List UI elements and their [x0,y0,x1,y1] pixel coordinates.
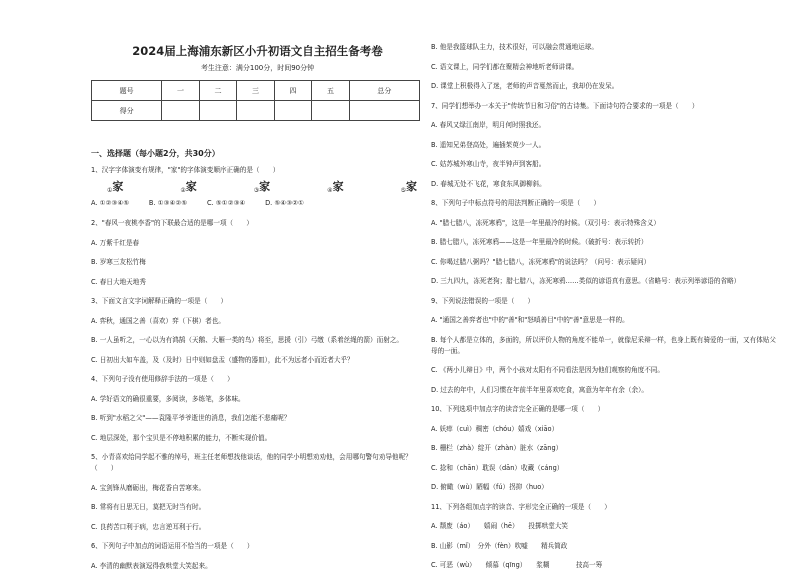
score-table-header-row [92,81,420,101]
score-table [91,80,420,121]
answer-option: C. 你喝过腊八粥吗？"腊七腊八，冻死寒鸦"的说法吗？（问号：表示疑问） [431,257,651,266]
glyph-option: ③ 家 [253,180,271,194]
question-stem: 8、下列句子中标点符号的用法判断正确的一项是（ ） [431,199,601,207]
glyph-option: ② 家 [180,180,197,194]
question-stem: 1、汉字字体演变有规律，"家"的字体演变顺序正确的是（ ） [91,166,280,174]
answer-option: C. 语文课上，同学们都在聚精会神地听老师讲课。 [431,62,579,71]
answer-option: B. 一人虽听之，一心以为有鸿鹄（天鹅、大雁一类的鸟）将至，思援（引）弓缴（系着丝绳的箭）而射之。 [91,336,404,344]
answer-option: C. 良药苦口利于病，忠言逆耳利于行。 [91,522,206,531]
question-stem: 11、下列各组加点字的读音、字形完全正确的一项是（ ） [431,502,611,511]
answer-option: B. 腊七腊八，冻死寒鸦——这是一年里最冷的时候。（破折号：表示转折） [431,238,648,246]
question-stem: 7、同学们想举办一本关于"传统节日和习俗"的古诗集。下面诗句符合要求的一项是（ ） [431,101,699,110]
glyph-image: 家 [185,180,197,193]
answer-option: A. "腊七腊八，冻死寒鸦"，这是一年里最冷的时候。（双引号：表示特殊含义） [431,218,660,227]
answer-option: A. 春风又绿江南岸，明月何时照我还。 [431,121,546,129]
answer-option: C. 可恶（wù） 倾慕（qīng） 浆糊 技高一筹 [431,561,603,569]
answer-choices: A. ①②③④⑤ B. ①③④②⑤ C. ⑤①②③④ D. ⑤④③②① [91,199,304,207]
score-header-cell: 题号 [92,81,162,101]
answer-option: A. 弈秋，通国之善（喜欢）弈（下棋）者也。 [91,316,225,325]
score-header-cell: 五 [312,81,349,101]
answer-option: B. 他是我篮球队主力，技术很好，可以融会贯通地运球。 [431,43,598,51]
answer-option: D. 过去的年中，人们习惯在年前半年里喜欢吃食，寓意为年年有余（余）。 [431,385,648,394]
glyph-image: 家 [112,180,124,193]
score-cell[interactable] [237,101,274,121]
answer-option: A. "通国之善弈者也"中的"善"和"怒嗔善目"中的"善"意思是一样的。 [431,316,629,324]
question-stem: 2、"春风一夜桃李香"的下联最合适的是哪一项（ ） [91,219,253,227]
score-table-score-row [92,101,420,121]
score-cell[interactable] [312,101,349,121]
answer-option: A. 颓废（áo） 嬉闹（hē） 投掷哄堂大笑 [431,522,568,530]
answer-option: C. 捻和（chān）耽误（dān）收藏（cáng） [431,463,564,472]
answer-option: D. 课堂上积极得入了迷，老师的声音戛然而止，我却仍在发呆。 [431,82,619,90]
answer-option: C. 日初出大如车盖，及（及时）日中则如盘盂（盛物的器皿），此不为远者小而近者大乎？ [91,355,354,364]
score-cell[interactable] [349,101,419,121]
question-stem: 9、下列说法错误的一项是（ ） [431,296,535,305]
question-stem: 5、小青喜欢给同学起不雅的绰号，班主任老师想找他谈话，他的同学小明想劝劝他，会用哪句警句劝导他呢？（ ） [91,453,412,472]
answer-option: C. 《两小儿辩日》中，两个小孩对太阳有不同看法是因为他们观察的角度不同。 [431,366,664,374]
score-row-label: 得分 [92,101,162,121]
answer-option: C. 春日大地天地秀 [91,277,146,286]
question-stem: 3、下面文言文字词解释正确的一项是（ ） [91,297,228,305]
answer-option: B. 每个人都是立体的，多面的，所以评价人物的角度不能单一，就像尼采辩一样，也身上既有骑爱的一面，又有体贴父母的一面。 [431,335,776,355]
question-stem: 6、下列句子中加点的词语运用不恰当的一项是（ ） [91,542,254,550]
answer-option: A. 李清的幽默表演逗得我哄堂大笑起来。 [91,561,212,570]
score-header-cell: 二 [199,81,236,101]
glyph-option: ⑤ 家 [400,180,417,194]
answer-option: A. 妖瘁（cuì）稠密（chóu）嬉戏（xiāo） [431,424,559,433]
score-cell[interactable] [162,101,199,121]
answer-option: A. 宝剑锋从磨砺出，梅花香自苦寒来。 [91,483,206,492]
answer-option: C. 地层深处，那个宝贝是不停地积累的能力，不断实现价值。 [91,433,272,442]
section-heading: 一、选择题（每小题2分，共30分） [91,149,220,158]
question-stem: 10、下列选项中加点字的读音完全正确的是哪一项（ ） [431,405,605,413]
answer-option: B. 岁寒三友松竹梅 [91,258,146,266]
answer-option: A. 万紫千红是春 [91,238,140,247]
glyph-image: 家 [405,180,417,193]
answer-option: B. 栅栏（zhà）绽开（zhàn）脏水（zāng） [431,444,563,452]
score-header-cell: 三 [237,81,274,101]
glyph-option: ④ 家 [327,180,344,194]
score-header-cell: 总分 [349,81,419,101]
question-stem: 4、下列句子没有使用修辞手法的一项是（ ） [91,375,234,383]
answer-option: D. 三九四九，冻死老狗；腊七腊八，冻死寒鸦……类似的谚语真有意思。（省略号：表示列举谚语的省略） [431,277,741,285]
score-cell[interactable] [274,101,311,121]
answer-option: B. 遥知兄弟登高处，遍插茱萸少一人。 [431,140,546,149]
score-cell[interactable] [199,101,236,121]
answer-option: B. 山影（mǐ） 分外（fèn）吹嘘 精兵简政 [431,541,568,550]
answer-option: B. 常将有日思无日，莫把无时当有时。 [91,503,206,511]
glyph-image: 家 [259,180,271,193]
score-header-cell: 四 [274,81,311,101]
answer-option: D. 俯瞰（wù）陋幅（fú）拐抑（huo） [431,483,548,491]
answer-option: B. 听到"水稻之父"——袁隆平爷爷逝世的消息，我们怎能不悲痛呢？ [91,414,291,422]
glyph-options [107,178,417,194]
glyph-option: ① 家 [107,180,124,194]
exam-notice: 考生注意：满分100分，时间90分钟 [200,64,315,72]
glyph-image: 家 [332,180,344,193]
answer-option: D. 春城无处不飞花，寒食东风御柳斜。 [431,179,546,188]
answer-option: A. 学好语文的确很重要，多阅读，多练笔，多体味。 [91,394,245,403]
page-title: 2024届上海浦东新区小升初语文自主招生备考卷 [132,44,383,58]
answer-option: C. 姑苏城外寒山寺，夜半钟声到客船。 [431,160,546,168]
score-header-cell: 一 [162,81,199,101]
